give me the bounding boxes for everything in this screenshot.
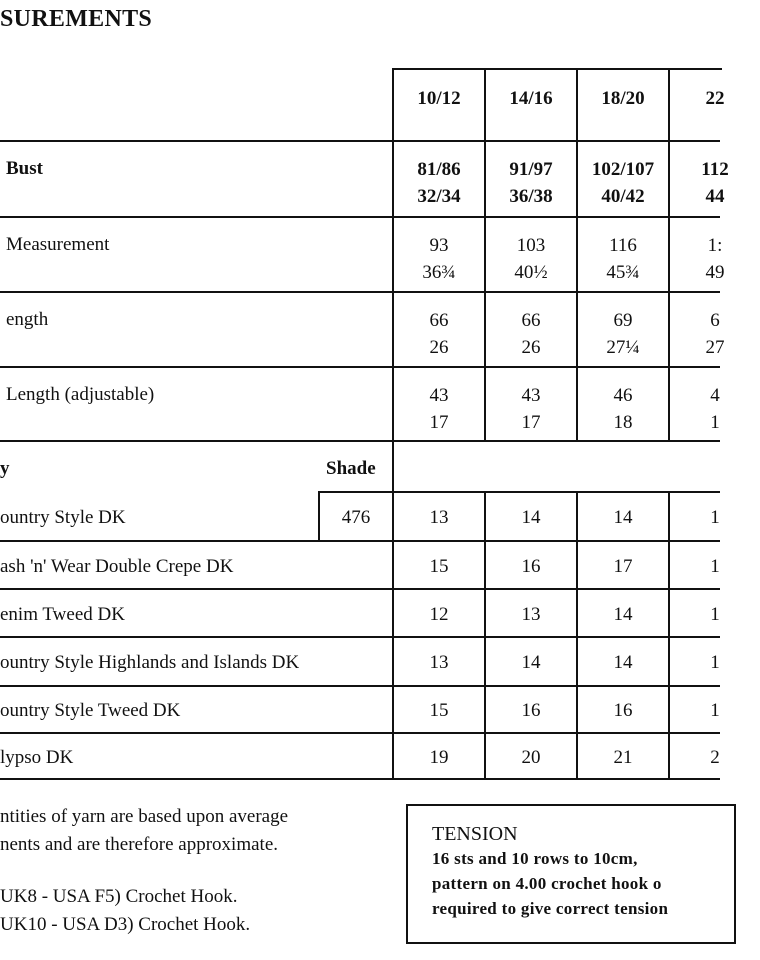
note-line-1: ntities of yarn are based upon average xyxy=(0,806,289,827)
inch-value: 17 xyxy=(429,412,449,433)
yarn-quantity: 15 xyxy=(429,555,449,577)
cm-value: 43 xyxy=(429,385,449,406)
grid-hline-yarn-5 xyxy=(0,732,720,734)
yarn-name: enim Tweed DK xyxy=(0,603,125,625)
cm-value: 81/86 xyxy=(417,159,461,180)
yarn-quantity: 14 xyxy=(613,507,633,528)
yarn-quantity: 15 xyxy=(429,700,449,721)
yarn-quantity: 16 xyxy=(613,700,633,721)
tension-line-2: pattern on 4.00 crochet hook o xyxy=(432,874,662,893)
measurement-cell xyxy=(486,156,576,210)
grid-vline-yarn-3 xyxy=(668,491,670,778)
measurement-cell xyxy=(486,307,576,361)
measurement-cell xyxy=(578,232,668,286)
yarn-name: ountry Style Tweed DK xyxy=(0,700,181,721)
yarn-quantity: 14 xyxy=(613,603,633,625)
yarn-name: ash 'n' Wear Double Crepe DK xyxy=(0,555,234,577)
grid-hline-meas-0 xyxy=(0,140,720,142)
yarn-quantity: 13 xyxy=(429,507,449,528)
measurement-cell xyxy=(394,307,484,361)
measurement-label: Length (adjustable) xyxy=(6,384,155,405)
yarn-quantity: 1 xyxy=(710,555,720,577)
measurement-cell xyxy=(670,156,760,210)
grid-vline-yarn-1 xyxy=(484,491,486,778)
measurement-cell xyxy=(670,232,760,286)
grid-hline-meas-4 xyxy=(0,440,720,442)
measurement-label: Measurement xyxy=(6,234,110,255)
yarn-name: ountry Style Highlands and Islands DK xyxy=(0,652,300,673)
cm-value: 6 xyxy=(710,310,720,331)
yarn-quantity: 1 xyxy=(710,603,720,625)
measurement-cell xyxy=(578,307,668,361)
cm-value: 66 xyxy=(521,310,541,331)
grid-hline-meas-1 xyxy=(0,216,720,218)
hook-line-2: UK10 - USA D3) Crochet Hook. xyxy=(0,914,251,935)
cm-value: 116 xyxy=(609,235,637,256)
cm-value: 66 xyxy=(429,310,449,331)
cm-value: 46 xyxy=(613,385,633,406)
yarn-quantity: 2 xyxy=(710,746,720,768)
yarn-header-label: y xyxy=(0,458,10,479)
inch-value: 40½ xyxy=(514,262,548,283)
inch-value: 32/34 xyxy=(417,186,461,207)
size-header: 14/16 xyxy=(509,88,553,109)
size-header: 22 xyxy=(705,88,725,109)
cm-value: 4 xyxy=(710,385,720,406)
cm-value: 93 xyxy=(429,235,449,256)
measurement-cell xyxy=(394,382,484,436)
measurement-cell xyxy=(394,156,484,210)
cm-value: 1: xyxy=(707,235,723,256)
grid-vline-yarn-0 xyxy=(392,491,394,778)
measurement-label: ength xyxy=(6,309,49,330)
measurement-label: Bust xyxy=(6,158,43,179)
grid-hline-yarn-6 xyxy=(0,778,720,780)
yarn-quantity: 17 xyxy=(613,555,633,577)
yarn-quantity: 21 xyxy=(613,746,633,768)
measurement-cell xyxy=(578,382,668,436)
inch-value: 17 xyxy=(521,412,541,433)
inch-value: 40/42 xyxy=(601,186,645,207)
yarn-quantity: 1 xyxy=(710,700,720,721)
measurement-cell xyxy=(486,232,576,286)
measurement-cell xyxy=(670,307,760,361)
cm-value: 103 xyxy=(516,235,546,256)
yarn-quantity: 1 xyxy=(710,507,720,528)
yarn-quantity: 14 xyxy=(521,652,541,673)
yarn-quantity: 12 xyxy=(429,603,449,625)
cm-value: 91/97 xyxy=(509,159,553,180)
tension-box xyxy=(406,804,736,944)
grid-hline-yarn-2 xyxy=(0,588,720,590)
yarn-quantity: 19 xyxy=(429,746,449,768)
tension-title: TENSION xyxy=(432,823,518,845)
inch-value: 26 xyxy=(521,337,541,358)
cm-value: 43 xyxy=(521,385,541,406)
inch-value: 44 xyxy=(705,186,725,207)
note-line-2: nents and are therefore approximate. xyxy=(0,834,279,855)
inch-value: 1 xyxy=(710,412,720,433)
yarn-name: lypso DK xyxy=(0,746,74,768)
hook-line-1: UK8 - USA F5) Crochet Hook. xyxy=(0,886,238,907)
cm-value: 102/107 xyxy=(591,159,655,180)
yarn-quantity: 14 xyxy=(521,507,541,528)
size-header: 10/12 xyxy=(417,88,461,109)
measurement-cell xyxy=(578,156,668,210)
inch-value: 45¾ xyxy=(606,262,640,283)
grid-hline-yarn-0 xyxy=(318,491,720,493)
inch-value: 27¼ xyxy=(606,337,640,358)
inch-value: 36¾ xyxy=(422,262,456,283)
yarn-name: ountry Style DK xyxy=(0,507,126,528)
measurement-cell xyxy=(394,232,484,286)
yarn-quantity: 1 xyxy=(710,652,720,673)
cm-value: 69 xyxy=(613,310,633,331)
shade-header: Shade xyxy=(326,458,376,479)
yarn-quantity: 14 xyxy=(613,652,633,673)
yarn-quantity: 13 xyxy=(521,603,541,625)
tension-line-1: 16 sts and 10 rows to 10cm, xyxy=(432,849,638,868)
measurement-cell xyxy=(670,382,760,436)
grid-vline-yarn-2 xyxy=(576,491,578,778)
tension-line-3: required to give correct tension xyxy=(432,899,669,918)
inch-value: 27 xyxy=(705,337,725,358)
inch-value: 26 xyxy=(429,337,449,358)
grid-hline-meas-2 xyxy=(0,291,720,293)
inch-value: 36/38 xyxy=(509,186,553,207)
yarn-quantity: 20 xyxy=(521,746,541,768)
grid-hline-top xyxy=(392,68,722,70)
grid-hline-yarn-1 xyxy=(0,540,720,542)
measurement-cell xyxy=(486,382,576,436)
page-title: SUREMENTS xyxy=(0,6,153,32)
yarn-shade: 476 xyxy=(341,507,371,528)
grid-hline-meas-3 xyxy=(0,366,720,368)
size-header: 18/20 xyxy=(601,88,645,109)
inch-value: 49 xyxy=(705,262,725,283)
yarn-quantity: 13 xyxy=(429,652,449,673)
grid-hline-yarn-4 xyxy=(0,685,720,687)
cm-value: 112 xyxy=(701,159,729,180)
yarn-quantity: 16 xyxy=(521,700,541,721)
grid-vline-gap-0 xyxy=(392,440,394,491)
yarn-quantity: 16 xyxy=(521,555,541,577)
grid-hline-yarn-3 xyxy=(0,636,720,638)
inch-value: 18 xyxy=(613,412,633,433)
